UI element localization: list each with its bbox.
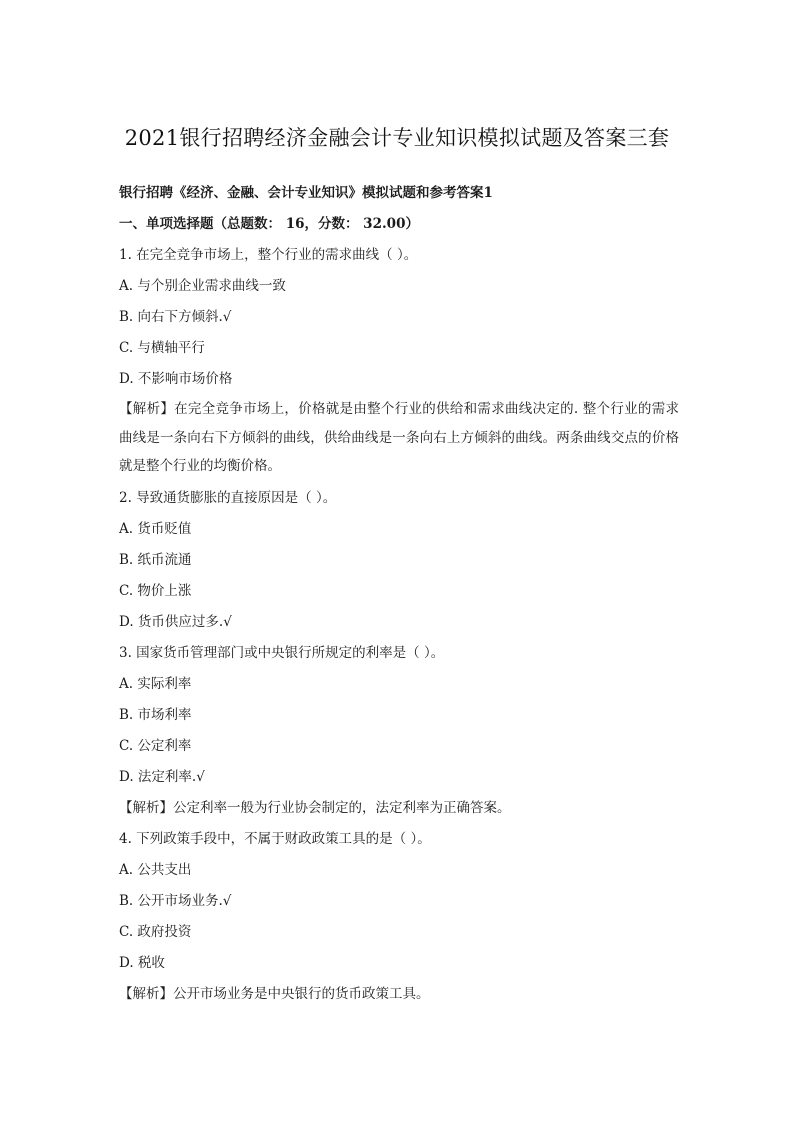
question-analysis: 【解析】公开市场业务是中央银行的货币政策工具。 [119, 985, 430, 1002]
section-heading: 一、单项选择题（总题数： 16，分数： 32.00） [119, 216, 419, 232]
document-body [119, 178, 679, 1010]
option-b: B. 市场利率 [119, 706, 192, 723]
option-b: B. 公开市场业务.√ [119, 892, 232, 909]
question-stem: 3. 国家货币管理部门或中央银行所规定的利率是（ ）。 [119, 644, 445, 661]
option-d: D. 税收 [119, 954, 165, 971]
question-stem: 2. 导致通货膨胀的直接原因是（ ）。 [119, 489, 337, 506]
option-c: C. 政府投资 [119, 923, 192, 940]
option-c: C. 与横轴平行 [119, 340, 205, 356]
option-a: A. 实际利率 [119, 675, 192, 692]
question-stem: 1. 在完全竞争市场上，整个行业的需求曲线（ ）。 [119, 247, 418, 263]
option-a: A. 公共支出 [119, 861, 192, 878]
option-b: B. 向右下方倾斜.√ [119, 309, 232, 325]
option-d: D. 法定利率.√ [119, 768, 205, 785]
option-b: B. 纸币流通 [119, 551, 192, 568]
option-a: A. 与个别企业需求曲线一致 [119, 278, 286, 294]
document-title: 2021银行招聘经济金融会计专业知识模拟试题及答案三套 [124, 126, 670, 150]
option-d: D. 不影响市场价格 [119, 371, 233, 387]
option-c: C. 物价上涨 [119, 582, 192, 599]
question-analysis: 【解析】在完全竞争市场上，价格就是由整个行业的供给和需求曲线决定的. 整个行业的需求曲线是一条向右下方倾斜的曲线，供给曲线是一条向右上方倾斜的曲线。两条曲线交点的价格就是整个行业的均衡价格。 [119, 401, 679, 474]
question-4 [119, 824, 679, 1010]
option-a: A. 货币贬值 [119, 520, 192, 537]
option-d: D. 货币供应过多.√ [119, 613, 232, 630]
option-c: C. 公定利率 [119, 737, 192, 754]
question-analysis: 【解析】公定利率一般为行业协会制定的，法定利率为正确答案。 [119, 799, 511, 816]
document-subtitle: 银行招聘《经济、金融、会计专业知识》模拟试题和参考答案1 [119, 185, 493, 201]
question-1 [119, 240, 679, 481]
question-3 [119, 638, 679, 824]
question-stem: 4. 下列政策手段中，不属于财政政策工具的是（ ）。 [119, 830, 431, 847]
question-2 [119, 483, 679, 638]
